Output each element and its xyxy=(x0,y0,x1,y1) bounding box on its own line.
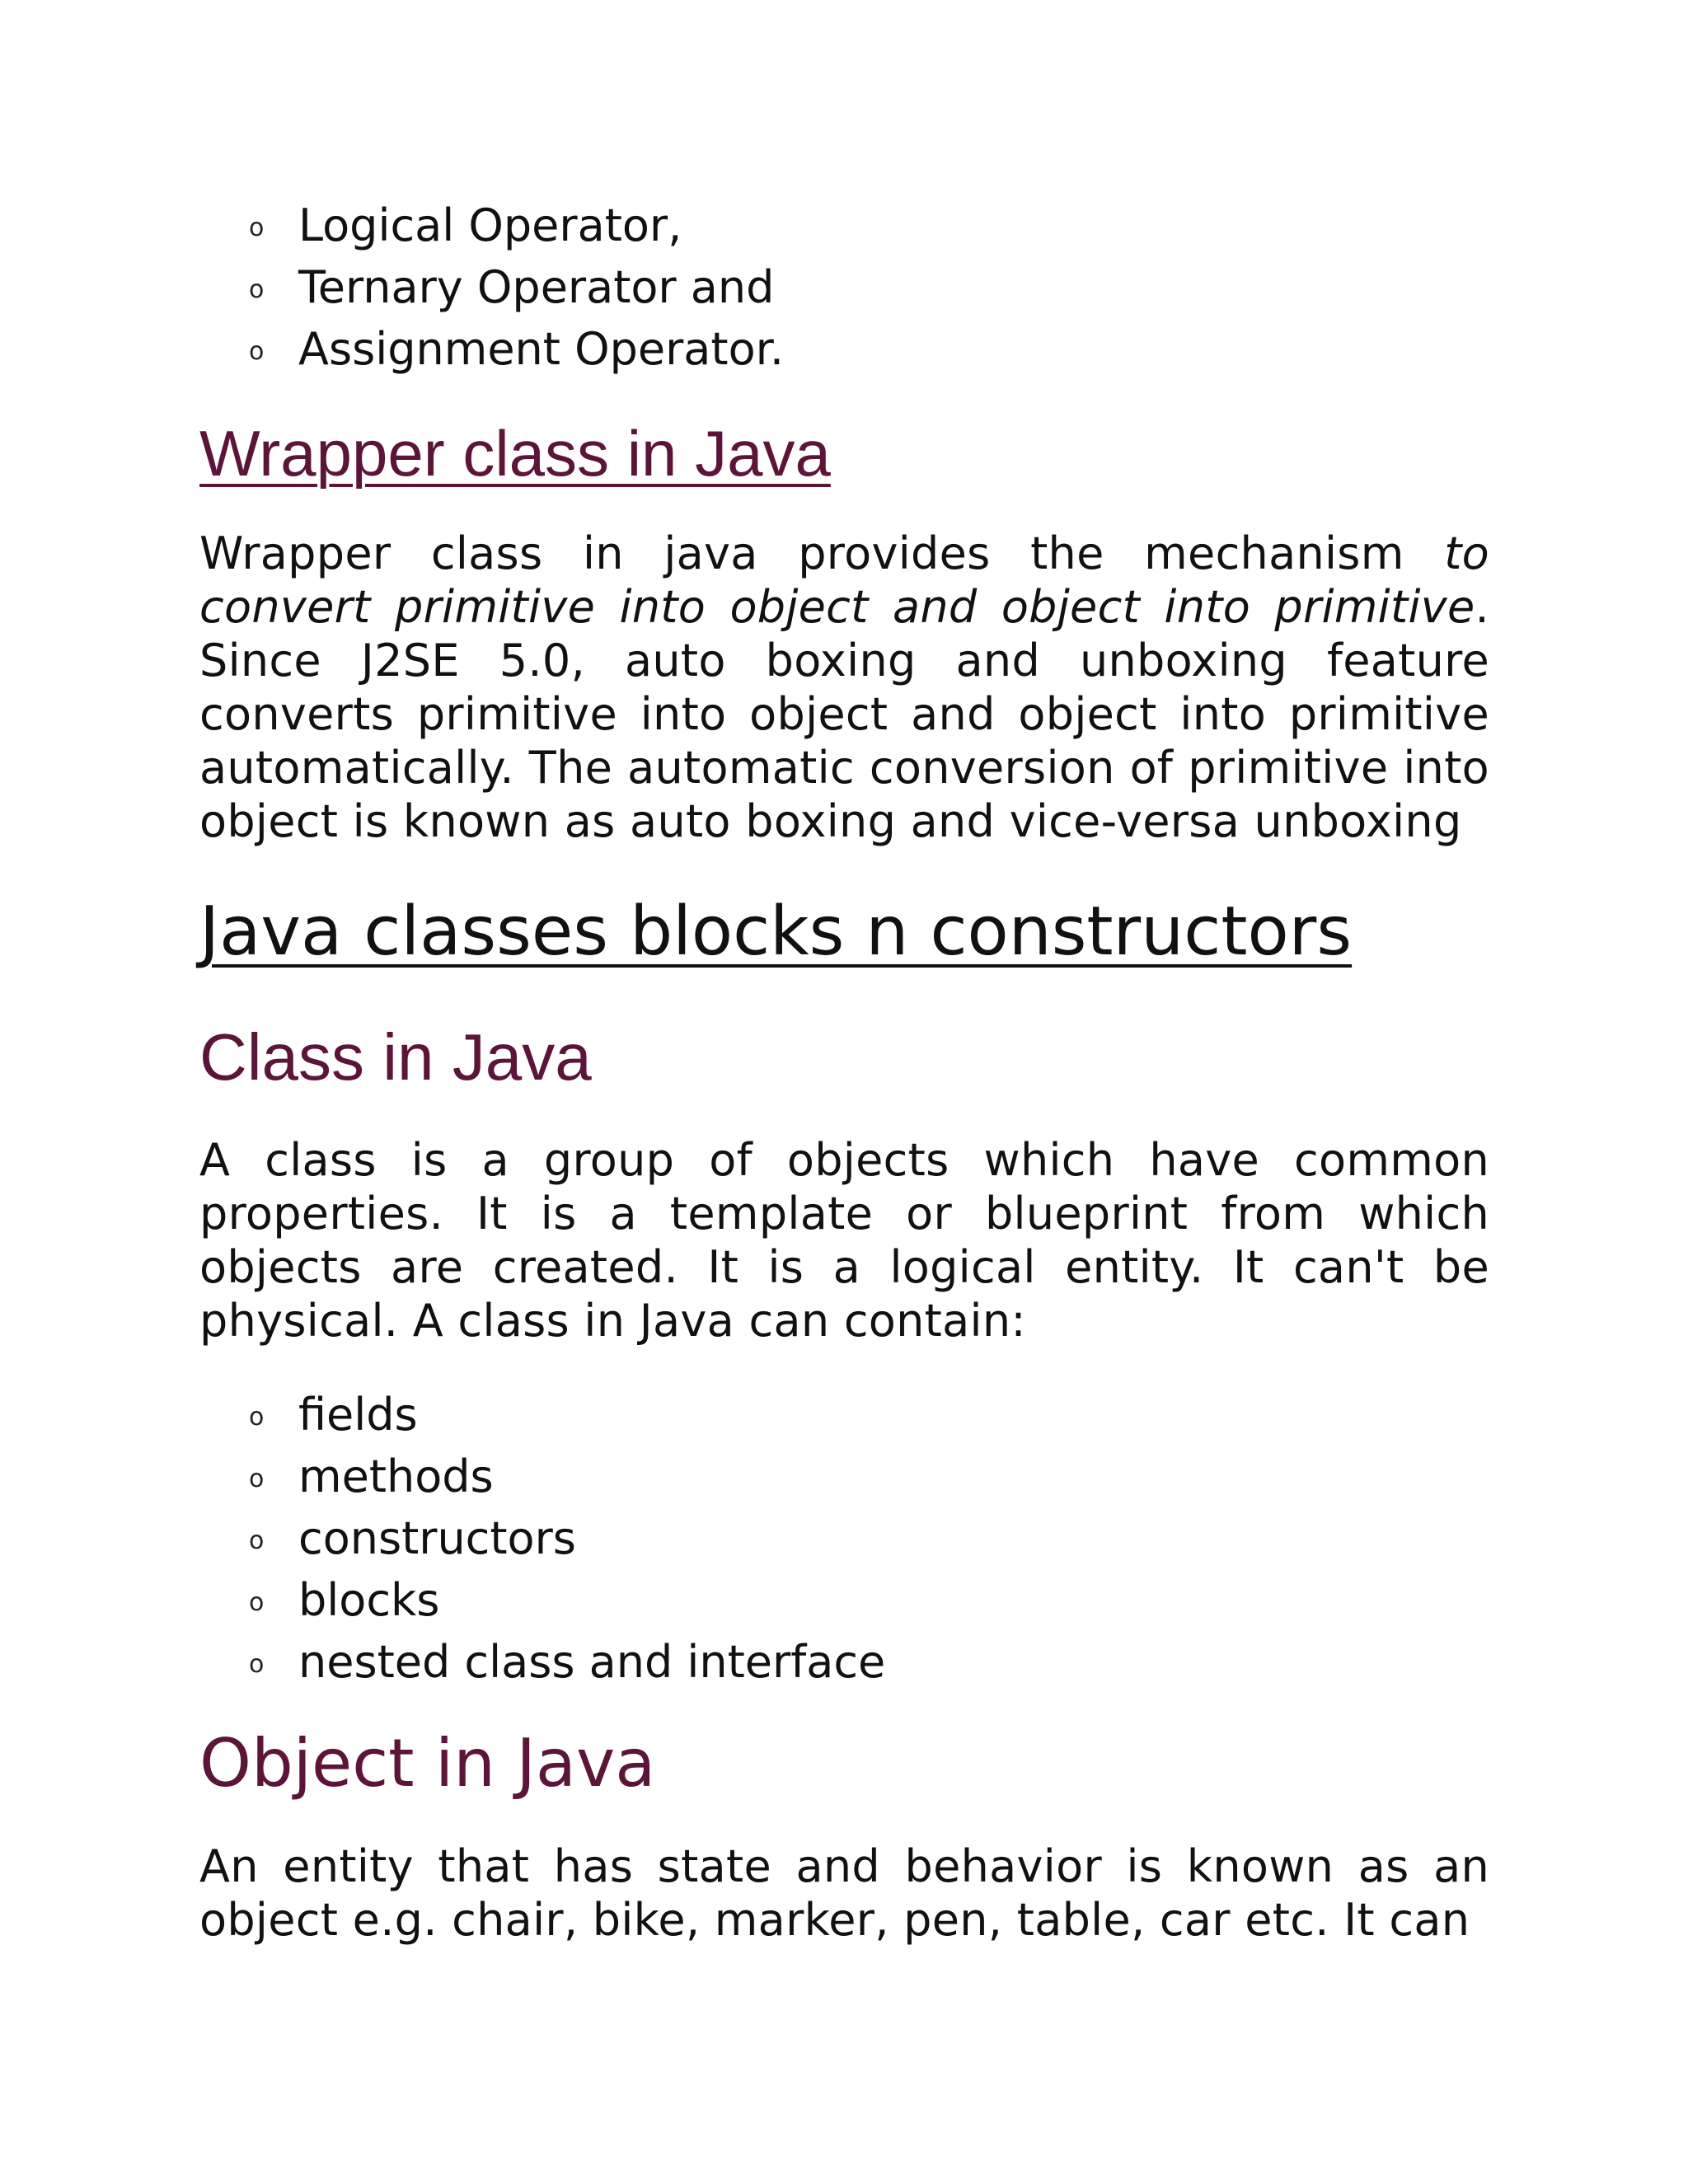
list-item xyxy=(199,1631,1489,1693)
bullet-icon: o xyxy=(249,1465,265,1493)
blocks-constructors-heading[interactable]: Java classes blocks n constructors xyxy=(199,893,1353,971)
wrapper-para-end: . Since J2SE 5.0, auto boxing and unboxing feature converts primitive into object and object into primitive automatically. The automatic conversion of primitive into object is known as auto boxing and vice-versa unboxing xyxy=(199,581,1489,847)
list-item xyxy=(199,1384,1489,1446)
bullet-icon: o xyxy=(249,1588,265,1617)
bullet-icon: o xyxy=(249,1526,265,1555)
object-in-java-heading: Object in Java xyxy=(199,1725,656,1802)
wrapper-class-paragraph xyxy=(199,527,1489,848)
class-in-java-heading: Class in Java xyxy=(199,1020,592,1094)
list-item-text: Assignment Operator. xyxy=(298,323,785,375)
bullet-icon: o xyxy=(249,1403,265,1432)
list-item xyxy=(199,1507,1489,1569)
class-paragraph: A class is a group of objects which have common properties. It is a template or blueprint from which objects are created. It is a logical entity. It can't be physical. A class in Java can contain: xyxy=(199,1134,1489,1347)
operator-list xyxy=(199,194,1489,380)
object-paragraph: An entity that has state and behavior is known as an object e.g. chair, bike, marker, pen, table, car etc. It can xyxy=(199,1840,1489,1946)
list-item-text: blocks xyxy=(298,1574,440,1626)
bullet-icon: o xyxy=(249,1650,265,1679)
bullet-icon: o xyxy=(249,275,265,304)
list-item-text: Ternary Operator and xyxy=(298,261,775,313)
bullet-icon: o xyxy=(249,337,265,366)
list-item xyxy=(199,256,1489,318)
list-item xyxy=(199,1569,1489,1631)
class-contents-list xyxy=(199,1384,1489,1693)
wrapper-para-start: Wrapper class in java provides the mechanism xyxy=(199,527,1445,579)
list-item xyxy=(199,318,1489,380)
list-item xyxy=(199,194,1489,256)
page-content xyxy=(199,194,1489,1947)
list-item-text: constructors xyxy=(298,1512,576,1564)
list-item-text: methods xyxy=(298,1451,494,1502)
bullet-icon: o xyxy=(249,213,265,242)
list-item-text: Logical Operator, xyxy=(298,199,682,251)
wrapper-class-heading[interactable]: Wrapper class in Java xyxy=(199,417,831,490)
list-item-text: fields xyxy=(298,1389,418,1441)
list-item-text: nested class and interface xyxy=(298,1636,886,1688)
list-item xyxy=(199,1446,1489,1507)
wrapper-para-italic: to convert primitive into object and object into primitive xyxy=(199,527,1489,633)
